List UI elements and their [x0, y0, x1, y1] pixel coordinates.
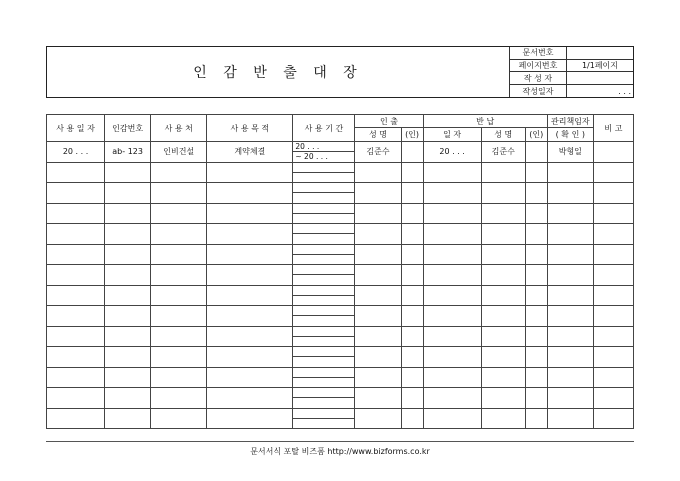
cell-purpose[interactable] [207, 408, 293, 429]
period-from[interactable] [293, 183, 354, 193]
cell-date[interactable] [47, 162, 105, 183]
table-row [47, 285, 634, 306]
cell-manager[interactable] [547, 347, 593, 368]
cell-seal-no[interactable]: ab- 123 [105, 142, 151, 163]
cell-seal-no[interactable] [105, 224, 151, 245]
table-row [47, 244, 634, 265]
cell-purpose[interactable] [207, 285, 293, 306]
cell-place[interactable] [151, 408, 207, 429]
cell-note[interactable] [593, 408, 633, 429]
cell-return-seal[interactable] [525, 388, 547, 409]
cell-date[interactable] [47, 326, 105, 347]
period-from[interactable] [293, 388, 354, 398]
cell-out-name[interactable] [355, 306, 401, 327]
cell-purpose[interactable] [207, 183, 293, 204]
col-period: 사 용 기 간 [293, 115, 355, 142]
cell-seal-no[interactable] [105, 347, 151, 368]
cell-out-name[interactable] [355, 347, 401, 368]
cell-manager[interactable] [547, 183, 593, 204]
cell-purpose[interactable] [207, 326, 293, 347]
header-row [47, 115, 634, 128]
cell-out-seal[interactable] [401, 203, 423, 224]
cell-purpose[interactable] [207, 367, 293, 388]
cell-return-seal[interactable] [525, 265, 547, 286]
cell-place[interactable] [151, 347, 207, 368]
period-from[interactable]: 20 . . . [293, 142, 354, 152]
cell-out-name[interactable] [355, 285, 401, 306]
table-row [47, 408, 634, 429]
header-box [46, 46, 634, 98]
cell-out-seal[interactable] [401, 244, 423, 265]
cell-return-date[interactable] [423, 162, 481, 183]
col-out: 인 출 [355, 115, 423, 128]
table-row [47, 265, 634, 286]
cell-note[interactable] [593, 265, 633, 286]
period-to[interactable] [293, 214, 354, 223]
col-out-name: 성 명 [355, 128, 401, 142]
cell-place[interactable] [151, 326, 207, 347]
cell-period[interactable] [293, 224, 355, 245]
period-from[interactable] [293, 265, 354, 275]
cell-return-name[interactable]: 김준수 [481, 142, 525, 163]
cell-period[interactable] [293, 162, 355, 183]
table-row [47, 203, 634, 224]
table-row [47, 367, 634, 388]
cell-date[interactable] [47, 285, 105, 306]
meta-value[interactable]: 1/1페이지 [566, 59, 633, 72]
cell-return-date[interactable] [423, 183, 481, 204]
period-from[interactable] [293, 409, 354, 419]
cell-period[interactable] [293, 347, 355, 368]
cell-period[interactable] [293, 367, 355, 388]
cell-return-name[interactable] [481, 244, 525, 265]
cell-purpose[interactable] [207, 388, 293, 409]
cell-seal-no[interactable] [105, 265, 151, 286]
cell-return-date[interactable] [423, 347, 481, 368]
cell-place[interactable] [151, 388, 207, 409]
period-to[interactable] [293, 316, 354, 325]
cell-purpose[interactable] [207, 203, 293, 224]
cell-period[interactable] [293, 265, 355, 286]
cell-manager[interactable] [547, 244, 593, 265]
cell-out-name[interactable] [355, 408, 401, 429]
col-return-name: 성 명 [481, 128, 525, 142]
col-return: 반 납 [423, 115, 547, 128]
table-row [47, 162, 634, 183]
col-purpose: 사 용 목 적 [207, 115, 293, 142]
cell-date[interactable] [47, 306, 105, 327]
cell-period[interactable] [293, 142, 355, 163]
meta-label: 작성일자 [510, 85, 567, 97]
meta-row [510, 59, 634, 72]
cell-place[interactable] [151, 203, 207, 224]
table-row [47, 388, 634, 409]
cell-manager[interactable] [547, 388, 593, 409]
cell-return-name[interactable] [481, 326, 525, 347]
cell-period[interactable] [293, 285, 355, 306]
meta-row [510, 47, 634, 59]
period-from[interactable] [293, 327, 354, 337]
cell-out-name[interactable] [355, 244, 401, 265]
footer-divider [46, 441, 634, 442]
cell-note[interactable] [593, 183, 633, 204]
cell-purpose[interactable] [207, 306, 293, 327]
cell-place[interactable] [151, 265, 207, 286]
cell-note[interactable] [593, 285, 633, 306]
cell-out-name[interactable] [355, 265, 401, 286]
cell-date[interactable]: 20 . . . [47, 142, 105, 163]
cell-out-name[interactable] [355, 183, 401, 204]
cell-out-name[interactable] [355, 162, 401, 183]
period-to[interactable] [293, 296, 354, 305]
period-to[interactable]: ~ 20 . . . [295, 152, 328, 162]
cell-purpose[interactable]: 계약체결 [207, 142, 293, 163]
period-to[interactable] [293, 193, 354, 202]
cell-out-seal[interactable] [401, 142, 423, 163]
cell-date[interactable] [47, 347, 105, 368]
cell-date[interactable] [47, 265, 105, 286]
cell-return-date[interactable] [423, 203, 481, 224]
cell-seal-no[interactable] [105, 183, 151, 204]
meta-label: 작 성 자 [510, 72, 567, 85]
cell-out-seal[interactable] [401, 388, 423, 409]
cell-return-date[interactable] [423, 224, 481, 245]
cell-place[interactable]: 인비건설 [151, 142, 207, 163]
cell-date[interactable] [47, 183, 105, 204]
cell-seal-no[interactable] [105, 285, 151, 306]
cell-out-seal[interactable] [401, 367, 423, 388]
table-row [47, 142, 634, 163]
cell-purpose[interactable] [207, 265, 293, 286]
period-from[interactable] [293, 163, 354, 173]
cell-seal-no[interactable] [105, 408, 151, 429]
table-row [47, 306, 634, 327]
cell-out-name[interactable] [355, 224, 401, 245]
col-manager-confirm: ( 확 인 ) [547, 128, 593, 142]
meta-label: 페이지번호 [510, 59, 567, 72]
col-place: 사 용 처 [151, 115, 207, 142]
cell-period[interactable] [293, 244, 355, 265]
cell-return-name[interactable] [481, 265, 525, 286]
cell-manager[interactable] [547, 162, 593, 183]
cell-return-date[interactable] [423, 388, 481, 409]
cell-purpose[interactable] [207, 162, 293, 183]
meta-row [510, 72, 634, 85]
cell-return-seal[interactable] [525, 306, 547, 327]
cell-return-date[interactable] [423, 285, 481, 306]
period-to[interactable] [293, 419, 354, 428]
cell-return-name[interactable] [481, 203, 525, 224]
cell-manager[interactable] [547, 285, 593, 306]
cell-note[interactable] [593, 244, 633, 265]
meta-value[interactable] [566, 47, 633, 59]
document-title: 인 감 반 출 대 장 [193, 65, 363, 81]
cell-out-seal[interactable] [401, 265, 423, 286]
cell-out-seal[interactable] [401, 347, 423, 368]
period-to[interactable] [293, 337, 354, 346]
cell-period[interactable] [293, 326, 355, 347]
cell-manager[interactable] [547, 367, 593, 388]
cell-return-name[interactable] [481, 367, 525, 388]
cell-note[interactable] [593, 224, 633, 245]
cell-date[interactable] [47, 244, 105, 265]
cell-out-name[interactable] [355, 388, 401, 409]
cell-return-seal[interactable] [525, 367, 547, 388]
cell-seal-no[interactable] [105, 244, 151, 265]
cell-return-date[interactable] [423, 244, 481, 265]
period-from[interactable] [293, 286, 354, 296]
cell-return-date[interactable]: 20 . . . [423, 142, 481, 163]
cell-note[interactable] [593, 326, 633, 347]
cell-return-seal[interactable] [525, 224, 547, 245]
cell-manager[interactable] [547, 408, 593, 429]
cell-out-seal[interactable] [401, 326, 423, 347]
cell-manager[interactable] [547, 224, 593, 245]
cell-return-seal[interactable] [525, 347, 547, 368]
period-from[interactable] [293, 204, 354, 214]
period-from[interactable] [293, 347, 354, 357]
cell-return-name[interactable] [481, 183, 525, 204]
cell-date[interactable] [47, 367, 105, 388]
cell-period[interactable] [293, 388, 355, 409]
period-to[interactable] [293, 398, 354, 407]
cell-return-name[interactable] [481, 224, 525, 245]
period-from[interactable] [293, 245, 354, 255]
meta-value[interactable] [566, 72, 633, 85]
cell-out-name[interactable] [355, 203, 401, 224]
cell-return-name[interactable] [481, 285, 525, 306]
cell-note[interactable] [593, 347, 633, 368]
meta-value[interactable]: . . . [566, 85, 633, 97]
period-from[interactable] [293, 306, 354, 316]
cell-out-name[interactable] [355, 326, 401, 347]
cell-place[interactable] [151, 367, 207, 388]
col-return-date: 일 자 [423, 128, 481, 142]
col-note: 비 고 [593, 115, 633, 142]
col-seal-no: 인감번호 [105, 115, 151, 142]
col-out-seal: (인) [401, 128, 423, 142]
cell-purpose[interactable] [207, 347, 293, 368]
cell-out-seal[interactable] [401, 183, 423, 204]
cell-purpose[interactable] [207, 224, 293, 245]
cell-place[interactable] [151, 162, 207, 183]
cell-date[interactable] [47, 224, 105, 245]
seal-ledger-table [46, 114, 634, 429]
period-to[interactable] [293, 173, 354, 182]
cell-period[interactable] [293, 203, 355, 224]
cell-return-seal[interactable] [525, 326, 547, 347]
cell-return-date[interactable] [423, 265, 481, 286]
cell-seal-no[interactable] [105, 388, 151, 409]
cell-purpose[interactable] [207, 244, 293, 265]
cell-return-seal[interactable] [525, 203, 547, 224]
cell-return-seal[interactable] [525, 408, 547, 429]
cell-return-seal[interactable] [525, 183, 547, 204]
cell-out-seal[interactable] [401, 408, 423, 429]
cell-note[interactable] [593, 142, 633, 163]
cell-seal-no[interactable] [105, 326, 151, 347]
cell-return-seal[interactable] [525, 142, 547, 163]
footer-text: 문서서식 포탈 비즈폼 http://www.bizforms.co.kr [250, 447, 430, 456]
cell-return-name[interactable] [481, 388, 525, 409]
cell-return-date[interactable] [423, 367, 481, 388]
cell-return-date[interactable] [423, 306, 481, 327]
cell-period[interactable] [293, 306, 355, 327]
cell-out-seal[interactable] [401, 285, 423, 306]
col-return-seal: (인) [525, 128, 547, 142]
cell-note[interactable] [593, 367, 633, 388]
cell-return-name[interactable] [481, 162, 525, 183]
cell-note[interactable] [593, 388, 633, 409]
cell-return-name[interactable] [481, 347, 525, 368]
cell-out-name[interactable]: 김준수 [355, 142, 401, 163]
document-meta-table [509, 47, 633, 97]
period-from[interactable] [293, 224, 354, 234]
col-manager: 관리책임자 [547, 115, 593, 128]
cell-return-name[interactable] [481, 408, 525, 429]
cell-return-seal[interactable] [525, 285, 547, 306]
cell-manager[interactable] [547, 203, 593, 224]
cell-return-seal[interactable] [525, 162, 547, 183]
cell-return-name[interactable] [481, 306, 525, 327]
cell-manager[interactable] [547, 265, 593, 286]
cell-out-seal[interactable] [401, 224, 423, 245]
cell-place[interactable] [151, 306, 207, 327]
cell-seal-no[interactable] [105, 367, 151, 388]
period-to[interactable] [293, 234, 354, 243]
cell-manager[interactable]: 박형일 [547, 142, 593, 163]
cell-seal-no[interactable] [105, 203, 151, 224]
cell-note[interactable] [593, 162, 633, 183]
ledger-body [47, 142, 634, 429]
cell-place[interactable] [151, 244, 207, 265]
cell-out-name[interactable] [355, 367, 401, 388]
cell-return-seal[interactable] [525, 244, 547, 265]
cell-period[interactable] [293, 183, 355, 204]
col-date: 사 용 일 자 [47, 115, 105, 142]
meta-label: 문서번호 [510, 47, 567, 59]
table-row [47, 183, 634, 204]
period-to[interactable] [293, 255, 354, 264]
cell-seal-no[interactable] [105, 306, 151, 327]
meta-row [510, 85, 634, 97]
table-row [47, 326, 634, 347]
period-to[interactable] [293, 378, 354, 387]
cell-date[interactable] [47, 408, 105, 429]
cell-note[interactable] [593, 203, 633, 224]
cell-manager[interactable] [547, 326, 593, 347]
cell-out-seal[interactable] [401, 162, 423, 183]
cell-return-date[interactable] [423, 326, 481, 347]
cell-place[interactable] [151, 285, 207, 306]
cell-return-date[interactable] [423, 408, 481, 429]
period-from[interactable] [293, 368, 354, 378]
cell-date[interactable] [47, 388, 105, 409]
cell-period[interactable] [293, 408, 355, 429]
table-row [47, 224, 634, 245]
cell-manager[interactable] [547, 306, 593, 327]
cell-place[interactable] [151, 183, 207, 204]
period-to[interactable] [293, 275, 354, 284]
cell-date[interactable] [47, 203, 105, 224]
cell-place[interactable] [151, 224, 207, 245]
table-row [47, 347, 634, 368]
period-to[interactable] [293, 357, 354, 366]
cell-note[interactable] [593, 306, 633, 327]
cell-seal-no[interactable] [105, 162, 151, 183]
cell-out-seal[interactable] [401, 306, 423, 327]
